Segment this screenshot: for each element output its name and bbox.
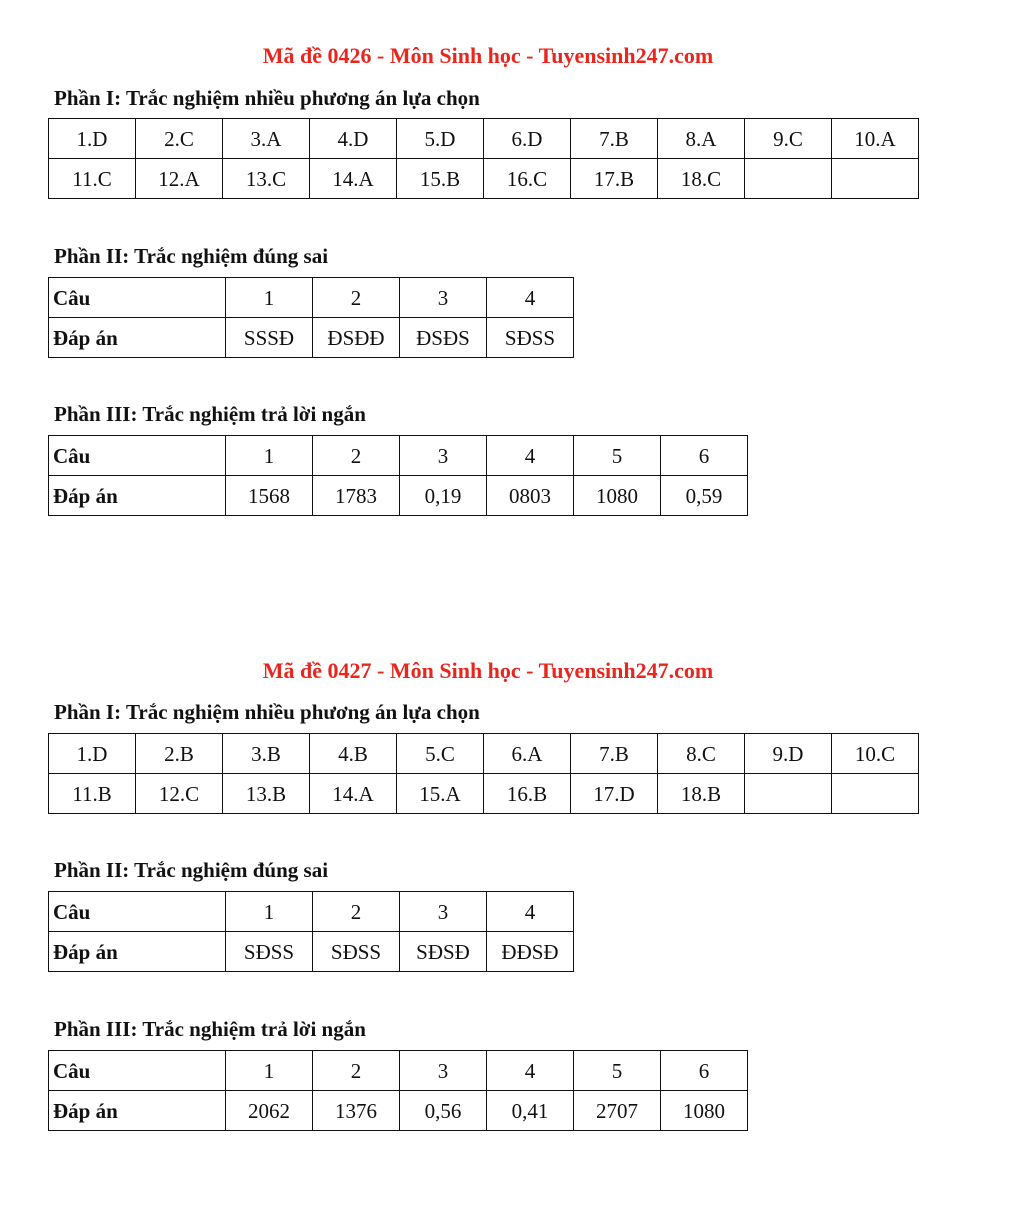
question-number: 3 [400,892,487,932]
answer-cell: 2.C [136,119,223,159]
question-number: 3 [400,278,487,318]
answer-cell: SĐSĐ [400,932,487,972]
answer-cell: 2707 [574,1091,661,1131]
table-row [49,734,919,774]
question-number: 5 [574,436,661,476]
answer-cell: 6.A [484,734,571,774]
part2-answer-table [48,277,574,358]
answer-cell: 15.A [397,774,484,814]
answer-cell: 4.D [310,119,397,159]
table-row [49,892,574,932]
answer-cell: 17.B [571,159,658,199]
row-label-question: Câu [49,892,226,932]
answer-cell: 2062 [226,1091,313,1131]
answer-cell: 5.D [397,119,484,159]
answer-cell: 0,19 [400,476,487,516]
question-number: 2 [313,436,400,476]
answer-cell: ĐSĐS [400,318,487,358]
table-row [49,436,748,476]
answer-cell: 11.B [49,774,136,814]
question-number: 2 [313,892,400,932]
row-label-question: Câu [49,436,226,476]
part1-heading: Phần I: Trắc nghiệm nhiều phương án lựa chọn [54,700,480,724]
row-label-answer: Đáp án [49,476,226,516]
part3-heading: Phần III: Trắc nghiệm trả lời ngắn [54,402,366,426]
part3-heading: Phần III: Trắc nghiệm trả lời ngắn [54,1017,366,1041]
answer-cell: SĐSS [226,932,313,972]
answer-cell: 1.D [49,119,136,159]
answer-cell [745,774,832,814]
answer-cell: 18.B [658,774,745,814]
answer-cell: ĐĐSĐ [487,932,574,972]
question-number: 4 [487,1051,574,1091]
table-row [49,1091,748,1131]
part1-heading: Phần I: Trắc nghiệm nhiều phương án lựa chọn [54,86,480,110]
answer-cell: 10.C [832,734,919,774]
table-row [49,119,919,159]
answer-cell: 8.A [658,119,745,159]
row-label-answer: Đáp án [49,1091,226,1131]
table-row [49,932,574,972]
answer-cell: SĐSS [487,318,574,358]
part3-answer-table [48,435,748,516]
question-number: 1 [226,1051,313,1091]
answer-cell [832,159,919,199]
answer-cell: 7.B [571,119,658,159]
question-number: 2 [313,1051,400,1091]
part2-heading: Phần II: Trắc nghiệm đúng sai [54,858,329,882]
answer-cell [745,159,832,199]
answer-cell: SSSĐ [226,318,313,358]
answer-cell: 12.C [136,774,223,814]
table-row [49,476,748,516]
answer-cell: 14.A [310,774,397,814]
question-number: 1 [226,278,313,318]
row-label-question: Câu [49,278,226,318]
question-number: 6 [661,1051,748,1091]
part3-answer-table [48,1050,748,1131]
answer-cell: 14.A [310,159,397,199]
answer-cell: 13.B [223,774,310,814]
answer-cell: 3.B [223,734,310,774]
answer-cell: 17.D [571,774,658,814]
answer-cell: 0803 [487,476,574,516]
answer-cell: 16.C [484,159,571,199]
exam-title: Mã đề 0427 - Môn Sinh học - Tuyensinh247.com [262,658,714,683]
answer-cell: 7.B [571,734,658,774]
answer-cell: 5.C [397,734,484,774]
part1-answer-table [48,733,919,814]
table-row [49,159,919,199]
answer-cell: ĐSĐĐ [313,318,400,358]
question-number: 1 [226,892,313,932]
answer-cell: 6.D [484,119,571,159]
question-number: 5 [574,1051,661,1091]
answer-cell: 18.C [658,159,745,199]
question-number: 4 [487,892,574,932]
row-label-answer: Đáp án [49,318,226,358]
answer-cell: 9.C [745,119,832,159]
table-row [49,774,919,814]
question-number: 3 [400,1051,487,1091]
part2-answer-table [48,891,574,972]
answer-cell: 13.C [223,159,310,199]
question-number: 6 [661,436,748,476]
question-number: 4 [487,436,574,476]
answer-cell: 1568 [226,476,313,516]
answer-cell: 0,56 [400,1091,487,1131]
table-row [49,278,574,318]
answer-cell: 1376 [313,1091,400,1131]
answer-cell [832,774,919,814]
part2-heading: Phần II: Trắc nghiệm đúng sai [54,244,329,268]
question-number: 3 [400,436,487,476]
answer-cell: 1.D [49,734,136,774]
answer-cell: 8.C [658,734,745,774]
answer-cell: 1783 [313,476,400,516]
answer-cell: 3.A [223,119,310,159]
row-label-answer: Đáp án [49,932,226,972]
answer-cell: 2.B [136,734,223,774]
answer-cell: 12.A [136,159,223,199]
answer-cell: 0,59 [661,476,748,516]
answer-cell: 11.C [49,159,136,199]
exam-title: Mã đề 0426 - Môn Sinh học - Tuyensinh247.com [262,43,714,68]
answer-cell: 1080 [661,1091,748,1131]
answer-cell: 15.B [397,159,484,199]
question-number: 1 [226,436,313,476]
answer-cell: 10.A [832,119,919,159]
answer-cell: 4.B [310,734,397,774]
part1-answer-table [48,118,919,199]
answer-cell: 9.D [745,734,832,774]
answer-cell: SĐSS [313,932,400,972]
question-number: 2 [313,278,400,318]
answer-cell: 1080 [574,476,661,516]
question-number: 4 [487,278,574,318]
answer-cell: 16.B [484,774,571,814]
table-row [49,318,574,358]
table-row [49,1051,748,1091]
row-label-question: Câu [49,1051,226,1091]
answer-cell: 0,41 [487,1091,574,1131]
